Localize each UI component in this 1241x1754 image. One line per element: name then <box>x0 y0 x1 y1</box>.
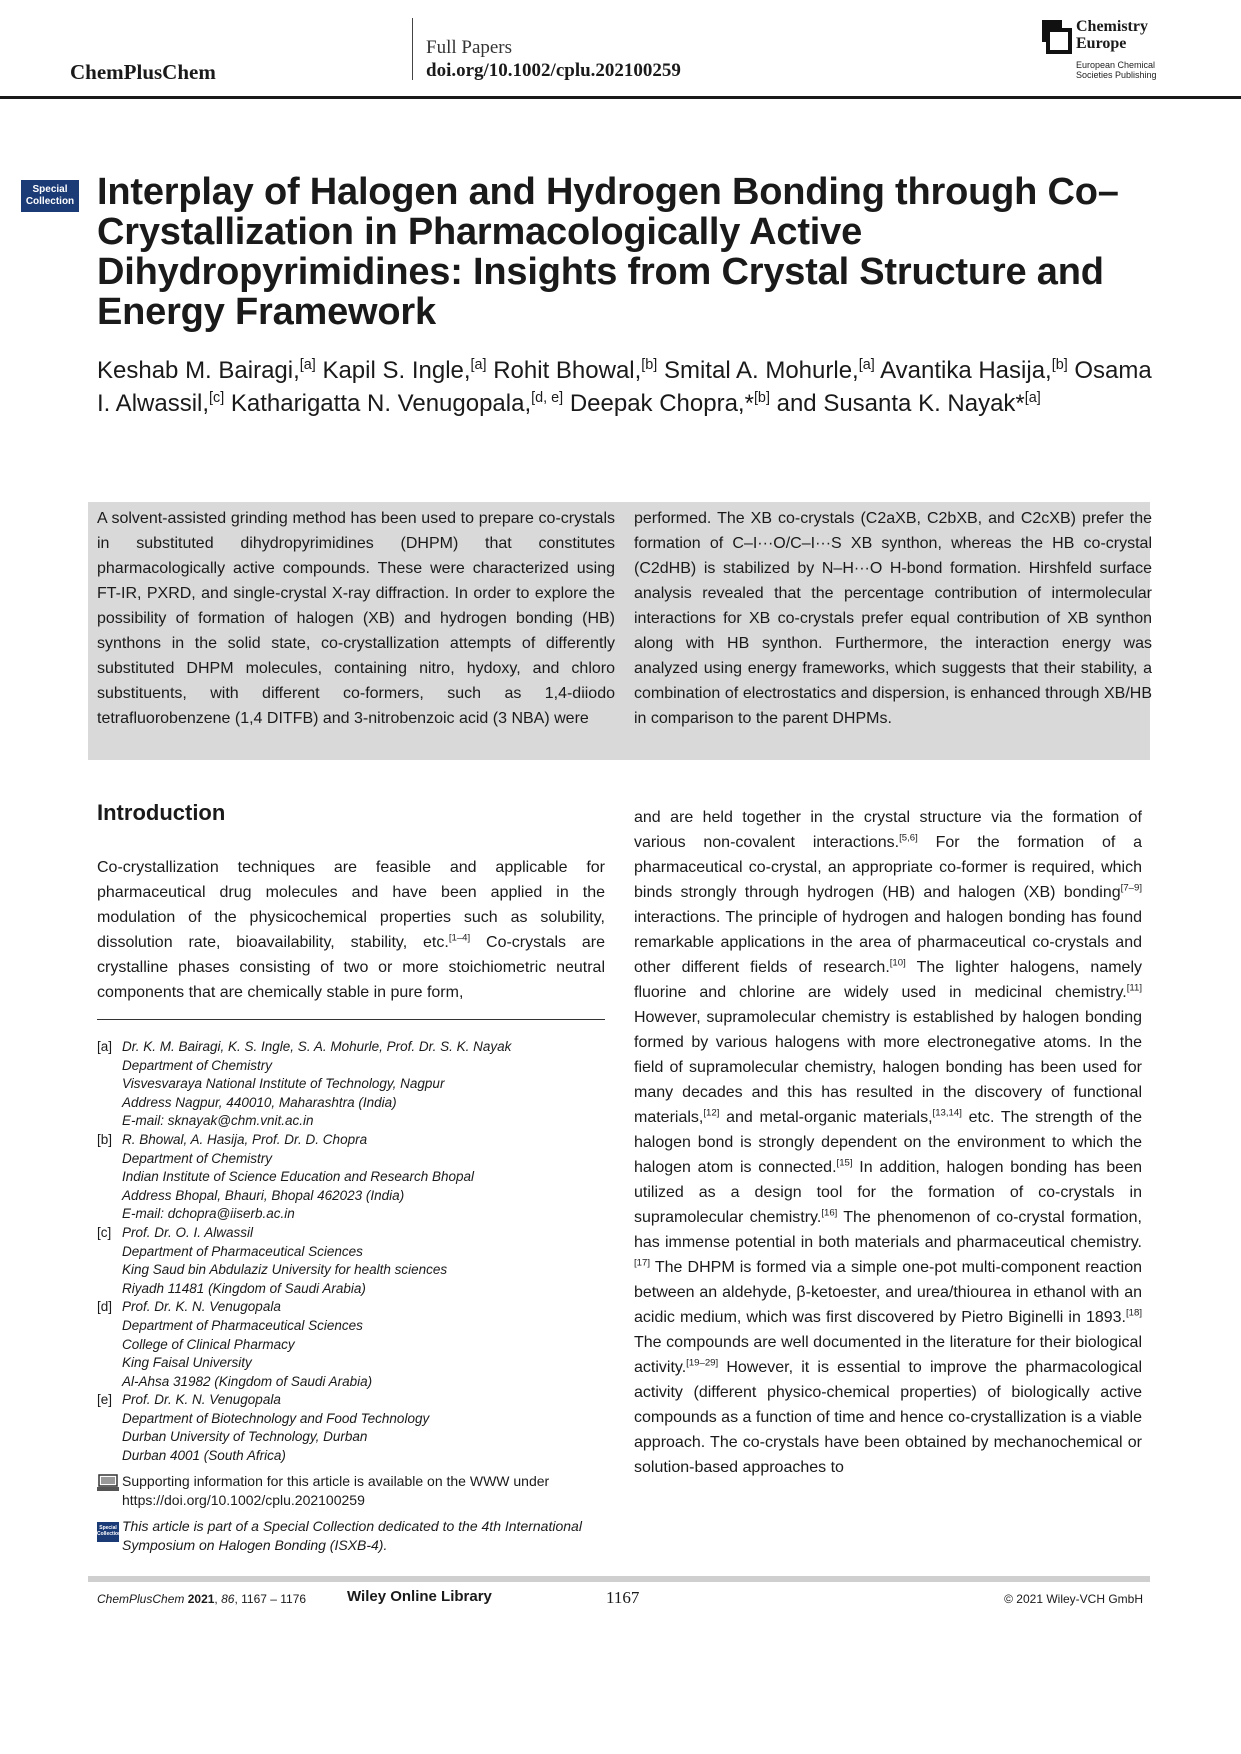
author-affiliation-marker: [a] <box>1024 390 1041 406</box>
affiliation-line: Department of Chemistry <box>122 1057 273 1073</box>
author: Osama I. Alwassil, <box>97 357 1152 417</box>
affiliation <box>97 1038 617 1131</box>
page-number: 1167 <box>606 1588 640 1607</box>
footer-citation: ChemPlusChem 2021, 86, 1167 – 1176 <box>97 1592 307 1606</box>
affiliation <box>97 1298 617 1391</box>
author-conjunction: and <box>769 390 817 417</box>
body-text: Co-crystallization techniques are feasible and applicable for pharmaceutical drug molecules and have been applied in the modulation of the physicochemical properties such as solubility, dissolution rate, bioavailability, stability, etc. <box>97 859 605 951</box>
header-divider <box>412 18 413 80</box>
affiliation-line: Address Nagpur, 440010, Maharashtra (India) <box>122 1094 397 1110</box>
author: Kapil S. Ingle, <box>322 357 471 384</box>
author-affiliation-marker: [b] <box>1051 357 1068 373</box>
body-text: However, it is essential to improve the pharmacological activity (different physico-chemical properties) of biologically active compounds as a function of time and hence co-crystallization is a viable approach. The co-crystals have been obtained by mechanochemical or solution-based approaches to <box>634 1359 1142 1476</box>
footer-year: 2021 <box>187 1592 215 1606</box>
computer-icon <box>97 1474 119 1492</box>
author: Smital A. Mohurle, <box>663 357 859 384</box>
author: Avantika Hasija, <box>880 357 1052 384</box>
affiliation-line: Dr. K. M. Bairagi, K. S. Ingle, S. A. Mohurle, Prof. Dr. S. K. Nayak <box>122 1039 512 1054</box>
special-collection-note <box>97 1517 605 1555</box>
author-affiliation-marker: [b] <box>753 390 770 406</box>
citation-marker[interactable]: [7–9] <box>1120 882 1142 894</box>
badge-line2: Collection <box>25 196 75 207</box>
author-affiliation-marker: [d, e] <box>531 390 564 406</box>
citation-marker[interactable]: [18] <box>1125 1307 1142 1319</box>
publisher-logo-icon <box>1042 20 1072 54</box>
affiliation-key: [b] <box>97 1131 113 1147</box>
affiliation-line: Prof. Dr. K. N. Venugopala <box>122 1392 281 1408</box>
affiliation-line: R. Bhowal, A. Hasija, Prof. Dr. D. Chopra <box>122 1131 368 1147</box>
affiliations <box>97 1038 617 1466</box>
affiliation-line: Department of Pharmaceutical Sciences <box>122 1243 363 1259</box>
author-affiliation-marker: [b] <box>641 357 658 373</box>
author: Keshab M. Bairagi, <box>97 357 300 384</box>
body-text: In addition, halogen bonding has been utilized as a design tool for the formation of co-crystals in supramolecular chemistry. <box>634 1159 1143 1226</box>
citation-marker[interactable]: [5,6] <box>899 832 918 844</box>
supporting-info-text: Supporting information for this article is available on the WWW under https://doi.org/10.1002/cplu.202100259 <box>122 1473 550 1508</box>
affiliation <box>97 1224 617 1298</box>
abstract-box <box>88 502 1150 760</box>
section-heading-introduction: Introduction <box>97 800 226 825</box>
affiliation-key: [a] <box>97 1039 113 1054</box>
body-text: The compounds are well documented in the literature for their biological activity. <box>634 1334 1142 1376</box>
body-text: interactions. The principle of hydrogen and halogen bonding has found remarkable applications in the area of pharmaceutical co-crystals and other different fields of research. <box>634 909 1142 976</box>
publisher-subtitle <box>1076 60 1157 80</box>
affiliation <box>97 1391 617 1465</box>
body-text: The DHPM is formed via a simple one-pot multi-component reaction between an aldehyde, β-ketoester, and urea/thiourea in ethanol with an acidic medium, which was first discovered by Pietro Biginelli in 1893. <box>634 1259 1142 1326</box>
special-collection-badge <box>21 180 79 212</box>
affiliation-line: Durban University of Technology, Durban <box>122 1429 368 1445</box>
affiliation-line: Durban 4001 (South Africa) <box>122 1448 286 1464</box>
affiliation-key: [d] <box>97 1299 113 1315</box>
body-text: and are held together in the crystal structure via the formation of various non-covalent interactions. <box>634 809 1142 851</box>
publisher-name-line2: Europe <box>1076 35 1127 52</box>
body-text: etc. The strength of the halogen bond is strongly dependent on the environment to which the halogen atom is connected. <box>634 1109 1143 1176</box>
author-affiliation-marker: [c] <box>209 390 225 406</box>
affiliation-line: E-mail: sknayak@chm.vnit.ac.in <box>122 1113 314 1129</box>
affiliation-line: Prof. Dr. O. I. Alwassil <box>122 1224 254 1240</box>
publisher-name <box>1076 18 1148 52</box>
affiliation-line: Address Bhopal, Bhauri, Bhopal 462023 (India) <box>122 1187 405 1203</box>
special-collection-mini-badge <box>97 1522 122 1542</box>
body-text: The lighter halogens, namely fluorine and chlorine are widely used in medicinal chemistry. <box>634 959 1142 1001</box>
affiliation-line: Department of Biotechnology and Food Technology <box>122 1410 430 1426</box>
affiliation-line: Department of Chemistry <box>122 1150 273 1166</box>
footer-volume: 86 <box>221 1592 235 1606</box>
citation-marker[interactable]: [13,14] <box>932 1107 962 1119</box>
citation-marker[interactable]: [11] <box>1126 982 1142 994</box>
article-type: Full Papers <box>426 37 513 58</box>
affiliation-line: Indian Institute of Science Education and Research Bhopal <box>122 1169 474 1185</box>
doi-link[interactable]: doi.org/10.1002/cplu.202100259 <box>426 60 681 81</box>
citation-marker[interactable]: [12] <box>703 1107 720 1119</box>
publisher-logo <box>1042 18 1172 82</box>
special-collection-note-text: This article is part of a Special Collection dedicated to the 4th International Symposium on Halogen Bonding (ISXB-4). <box>122 1518 582 1553</box>
citation-marker[interactable]: [17] <box>634 1257 651 1269</box>
affiliation-key: [c] <box>97 1224 112 1240</box>
author-affiliation-marker: [a] <box>299 357 316 373</box>
badge-line1: Special <box>32 184 68 195</box>
affiliation-line: Department of Pharmaceutical Sciences <box>122 1317 363 1333</box>
author-affiliation-marker: [a] <box>858 357 875 373</box>
affiliation-key: [e] <box>97 1392 113 1408</box>
footer-pages: 1167 – 1176 <box>241 1592 307 1606</box>
publisher-sub-line1: European Chemical <box>1076 60 1156 70</box>
supporting-info-note <box>97 1472 605 1510</box>
introduction-text-right <box>634 805 1142 1480</box>
author: Rohit Bhowal, <box>493 357 642 384</box>
author-list <box>97 354 1157 420</box>
body-text: and metal-organic materials, <box>719 1109 933 1126</box>
citation-marker[interactable]: [10] <box>889 957 906 969</box>
author: Katharigatta N. Venugopala, <box>230 390 532 417</box>
citation-marker[interactable]: [1–4] <box>448 932 471 944</box>
affiliation-line: Al-Ahsa 31982 (Kingdom of Saudi Arabia) <box>122 1373 373 1389</box>
affiliation-line: Visvesvaraya National Institute of Technology, Nagpur <box>122 1076 445 1092</box>
publisher-sub-line2: Societies Publishing <box>1076 70 1157 80</box>
footnote-rule <box>97 1019 605 1020</box>
footer-rule <box>88 1576 1150 1582</box>
body-text: Co-crystals are crystalline phases consisting of two or more stoichiometric neutral components that are chemically stable in pure form, <box>97 934 605 1001</box>
body-text: For the formation of a pharmaceutical co-crystal, an appropriate co-former is required, which binds strongly through hydrogen (HB) and halogen (XB) bonding <box>634 834 1143 901</box>
author-affiliation-marker: [a] <box>470 357 487 373</box>
affiliation-line: King Faisal University <box>122 1355 252 1371</box>
affiliation-line: Prof. Dr. K. N. Venugopala <box>122 1299 281 1315</box>
citation-marker[interactable]: [16] <box>821 1207 838 1219</box>
affiliation-line: King Saud bin Abdulaziz University for health sciences <box>122 1262 448 1278</box>
mini-badge-line2: Collection <box>97 1531 122 1537</box>
journal-name: ChemPlusChem <box>70 60 216 84</box>
header-rule <box>0 96 1241 99</box>
footer-journal: ChemPlusChem <box>97 1592 185 1606</box>
abstract-column-right: performed. The XB co-crystals (C2aXB, C2bXB, and C2cXB) prefer the formation of C–I···O/C–I···S XB synthon, whereas the HB co-crystal (C2dHB) is stabilized by N–H···O H-bond formation. Hirshfeld surface analysis revealed that the percentage contribution of intermolecular interactions for XB co-crystals prefer equal contribution of XB synthon along with HB synthon. Furthermore, the interaction energy was analyzed using energy frameworks, which suggests that their stability, a combination of electrostatics and dispersion, is enhanced through XB/HB in comparison to the parent DHPMs. <box>634 510 1152 727</box>
affiliation-line: Riyadh 11481 (Kingdom of Saudi Arabia) <box>122 1280 366 1296</box>
author: Deepak Chopra,* <box>569 390 754 417</box>
citation-marker[interactable]: [19–29] <box>686 1357 719 1369</box>
mini-badge-line1: Special <box>99 1525 117 1531</box>
introduction-text-left <box>97 855 605 1005</box>
body-text: However, supramolecular chemistry is established by halogen bonding formed by various halogens with more electronegative atoms. In the field of supramolecular chemistry, halogen bonding has been used for many decades and this has resulted in the discovery of functional materials, <box>634 1009 1142 1126</box>
affiliation <box>97 1131 617 1224</box>
wiley-online-library-link[interactable]: Wiley Online Library <box>347 1588 492 1605</box>
citation-marker[interactable]: [15] <box>836 1157 853 1169</box>
article-title: Interplay of Halogen and Hydrogen Bonding through Co–Crystallization in Pharmacologically Active Dihydropyrimidines: Insights from Crystal Structure and Energy Framework <box>97 171 1119 333</box>
body-text: The phenomenon of co-crystal formation, has immense potential in both materials and pharmaceutical chemistry. <box>634 1209 1143 1251</box>
abstract-column-left: A solvent-assisted grinding method has been used to prepare co-crystals in substituted dihydropyrimidines (DHPM) that constitutes pharmacologically active compounds. These were characterized using FT-IR, PXRD, and single-crystal X-ray diffraction. In order to explore the possibility of formation of halogen (XB) and hydrogen bonding (HB) synthons in the solid state, co-crystallization attempts of differently substituted DHPM molecules, containing nitro, hydoxy, and chloro substituents, with different co-formers, such as 1,4-diiodo tetrafluorobenzene (1,4 DITFB) and 3-nitrobenzoic acid (3 NBA) were <box>97 510 615 727</box>
author: Susanta K. Nayak* <box>823 390 1025 417</box>
copyright: © 2021 Wiley-VCH GmbH <box>1004 1592 1143 1606</box>
affiliation-line: E-mail: dchopra@iiserb.ac.in <box>122 1206 295 1222</box>
publisher-name-line1: Chemistry <box>1076 18 1148 35</box>
affiliation-line: College of Clinical Pharmacy <box>122 1336 295 1352</box>
